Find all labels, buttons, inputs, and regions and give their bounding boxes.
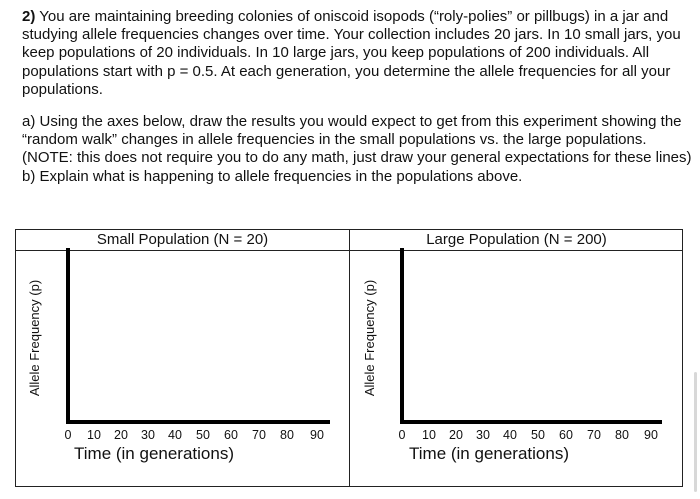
question-intro-text: You are maintaining breeding colonies of oniscoid isopods (“roly-polies” or pillbugs) in a jar and studying allele frequencies changes over time. Your collection includes 20 jars. In 10 small jars, you keep populations of 20 individuals. In 10 large jars, you keep populations of 200 individuals. All populations start with p = 0.5. At each generation, you determine the allele frequencies for all your populations. bbox=[22, 8, 681, 98]
large-tick: 80 bbox=[615, 428, 629, 442]
large-x-axis-label: Time (in generations) bbox=[409, 444, 569, 463]
small-tick: 10 bbox=[87, 428, 101, 442]
large-tick: 20 bbox=[449, 428, 463, 442]
large-tick: 40 bbox=[503, 428, 517, 442]
small-tick: 90 bbox=[310, 428, 324, 442]
large-tick: 50 bbox=[531, 428, 545, 442]
large-tick: 60 bbox=[559, 428, 573, 442]
large-y-axis-label: Allele Frequency (p) bbox=[362, 279, 377, 397]
small-tick: 20 bbox=[114, 428, 128, 442]
small-tick: 50 bbox=[196, 428, 210, 442]
large-population-title: Large Population (N = 200) bbox=[426, 231, 607, 248]
table-divider bbox=[349, 230, 350, 486]
large-tick: 90 bbox=[644, 428, 658, 442]
header-rule bbox=[16, 250, 682, 251]
small-x-axis-label: Time (in generations) bbox=[74, 444, 234, 463]
small-tick: 70 bbox=[252, 428, 266, 442]
small-tick: 30 bbox=[141, 428, 155, 442]
small-tick: 80 bbox=[280, 428, 294, 442]
small-tick: 0 bbox=[64, 428, 72, 442]
small-tick: 60 bbox=[224, 428, 238, 442]
small-x-axis[interactable] bbox=[66, 420, 330, 424]
part-a-text: a) Using the axes below, draw the results you would expect to get from this experiment showing the “random walk” changes in allele frequencies in the small populations vs. the large populations. (NOTE: this does not require you to do any math, just draw your general expectations for these lines) bbox=[22, 113, 692, 167]
large-tick: 10 bbox=[422, 428, 436, 442]
large-x-axis[interactable] bbox=[400, 420, 662, 424]
large-tick: 30 bbox=[476, 428, 490, 442]
scrollbar[interactable] bbox=[694, 372, 697, 492]
small-y-axis[interactable] bbox=[66, 248, 70, 424]
question-intro bbox=[22, 8, 692, 99]
large-tick: 0 bbox=[398, 428, 406, 442]
graph-table bbox=[15, 229, 683, 487]
question-text bbox=[22, 8, 692, 186]
part-b-text: b) Explain what is happening to allele frequencies in the populations above. bbox=[22, 167, 523, 185]
small-population-title: Small Population (N = 20) bbox=[96, 231, 269, 248]
large-y-axis[interactable] bbox=[400, 248, 404, 424]
large-tick: 70 bbox=[587, 428, 601, 442]
small-y-axis-label: Allele Frequency (p) bbox=[27, 279, 42, 397]
small-tick: 40 bbox=[168, 428, 182, 442]
question-number: 2) bbox=[22, 8, 36, 25]
